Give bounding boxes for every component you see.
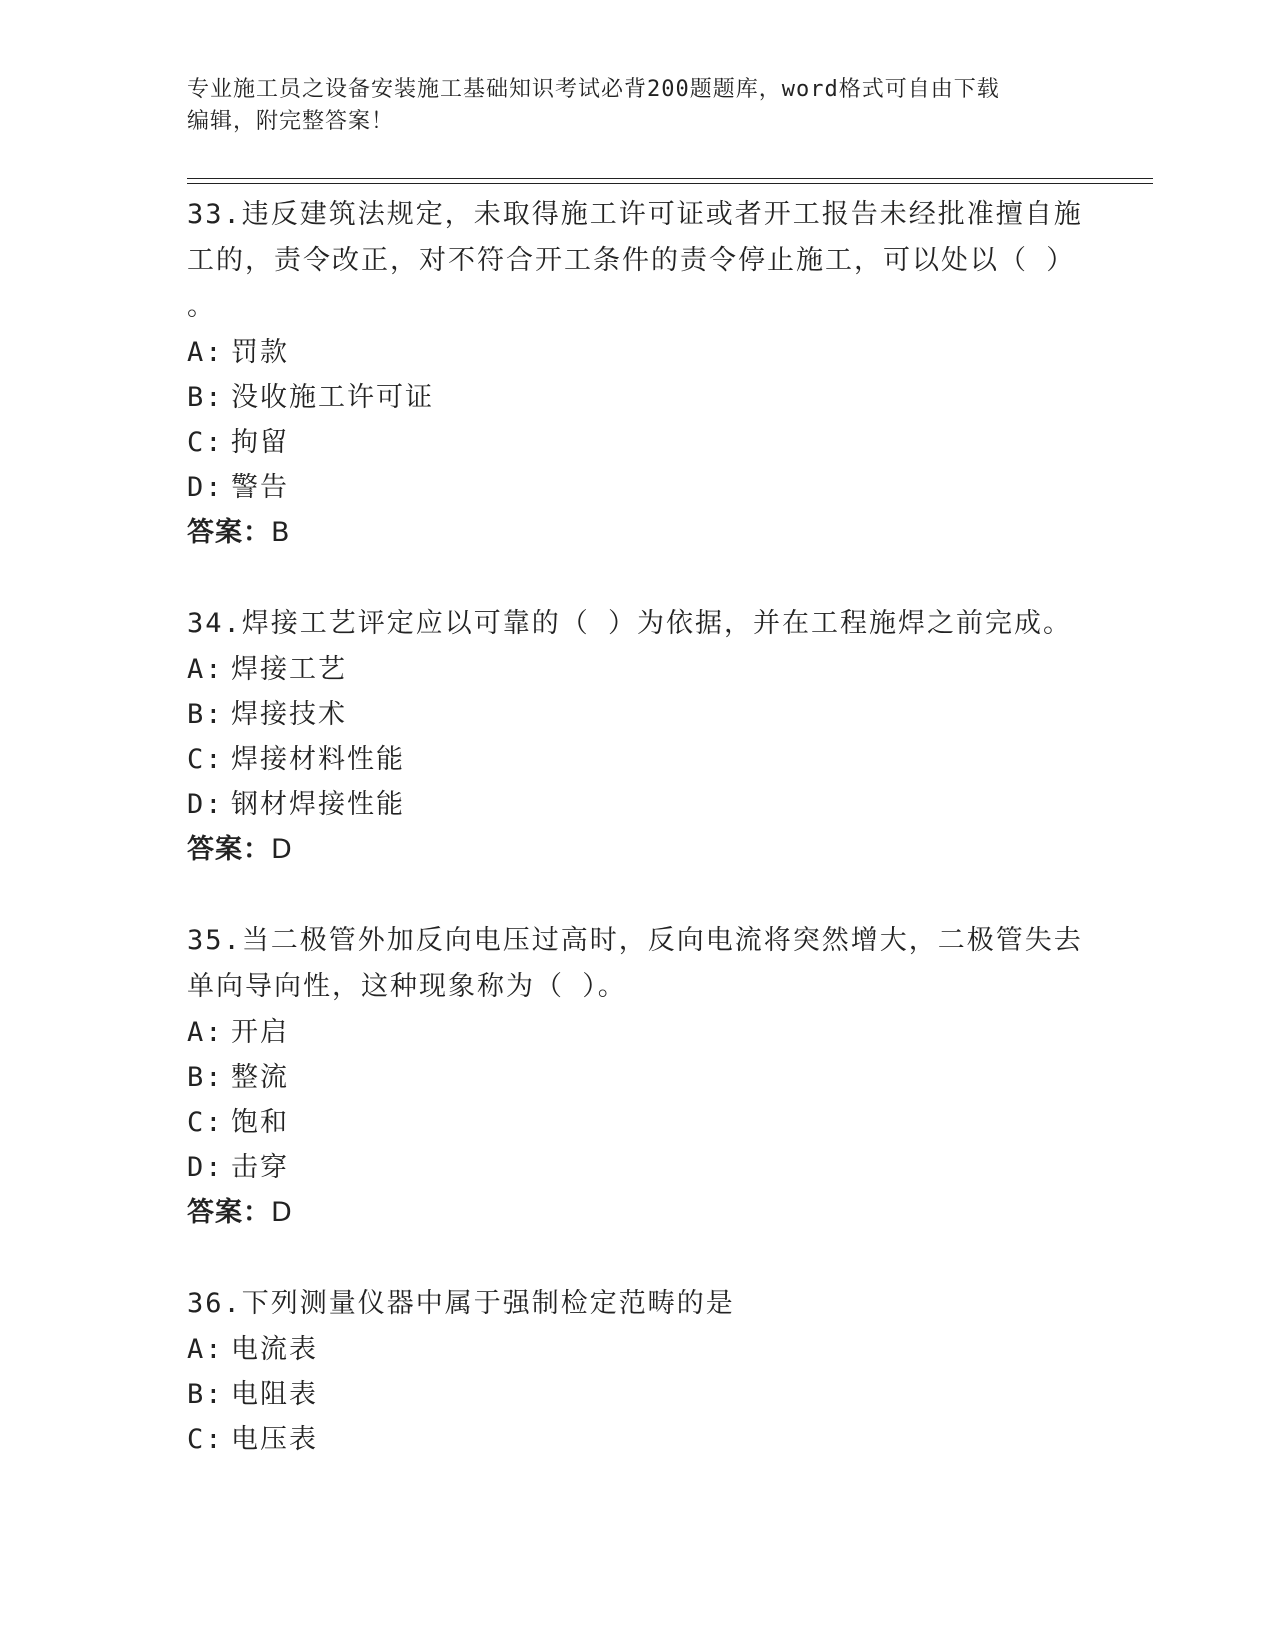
answer-value: B [271,517,290,548]
answer-line [187,1190,1087,1235]
answer-value: D [271,1197,292,1228]
option-label: C: [187,1424,224,1455]
option-text: 没收施工许可证 [231,382,434,413]
option-a [187,647,1087,692]
option-text: 击穿 [231,1152,289,1183]
option-label: B: [187,382,224,413]
question-list [187,192,1087,1462]
option-a [187,330,1087,375]
option-label: D: [187,1152,224,1183]
question-block [187,192,1087,555]
option-text: 焊接材料性能 [231,744,405,775]
option-label: C: [187,427,224,458]
question-text-line: 35.当二极管外加反向电压过高时，反向电流将突然增大，二极管失去 [187,925,1083,956]
question-text-line: 单向导向性，这种现象称为（ ）。 [187,971,627,1002]
option-b [187,692,1087,737]
option-text: 拘留 [231,427,289,458]
option-text: 焊接技术 [231,699,347,730]
option-label: A: [187,1017,224,1048]
question-block [187,918,1087,1235]
option-label: A: [187,337,224,368]
question-block [187,1281,1087,1462]
option-text: 整流 [231,1062,289,1093]
option-label: C: [187,744,224,775]
answer-label: 答案： [187,517,271,548]
question-text-line: 36.下列测量仪器中属于强制检定范畴的是 [187,1288,735,1319]
header-line-1: 专业施工员之设备安装施工基础知识考试必背200题题库，word格式可自由下载 [187,77,1000,102]
option-text: 饱和 [231,1107,289,1138]
option-b [187,1372,1087,1417]
answer-value: D [271,834,292,865]
option-label: A: [187,1334,224,1365]
option-label: B: [187,1062,224,1093]
option-text: 电压表 [231,1424,318,1455]
question-text-line: 工的，责令改正，对不符合开工条件的责令停止施工，可以处以（ ） [187,245,1076,276]
answer-label: 答案： [187,834,271,865]
option-label: B: [187,1379,224,1410]
option-d [187,782,1087,827]
option-text: 焊接工艺 [231,654,347,685]
header-divider-top [187,178,1153,179]
option-d [187,465,1087,510]
option-text: 钢材焊接性能 [231,789,405,820]
option-label: D: [187,472,224,503]
option-text: 电流表 [231,1334,318,1365]
option-b [187,375,1087,420]
question-text-line: 33.违反建筑法规定，未取得施工许可证或者开工报告未经批准擅自施 [187,199,1083,230]
option-text: 开启 [231,1017,289,1048]
option-label: C: [187,1107,224,1138]
option-c [187,1417,1087,1462]
option-text: 罚款 [231,337,289,368]
question-text-line: 。 [187,291,216,322]
option-text: 警告 [231,472,289,503]
option-a [187,1327,1087,1372]
answer-label: 答案： [187,1197,271,1228]
document-header [187,74,1067,138]
header-line-2: 编辑，附完整答案！ [187,109,395,134]
option-c [187,420,1087,465]
option-label: A: [187,654,224,685]
question-text-line: 34.焊接工艺评定应以可靠的（ ）为依据，并在工程施焊之前完成。 [187,608,1073,639]
answer-line [187,827,1087,872]
option-label: D: [187,789,224,820]
answer-line [187,510,1087,555]
option-a [187,1010,1087,1055]
option-label: B: [187,699,224,730]
header-divider-bottom [187,183,1153,184]
option-b [187,1055,1087,1100]
option-c [187,1100,1087,1145]
option-text: 电阻表 [231,1379,318,1410]
option-d [187,1145,1087,1190]
question-block [187,601,1087,872]
option-c [187,737,1087,782]
